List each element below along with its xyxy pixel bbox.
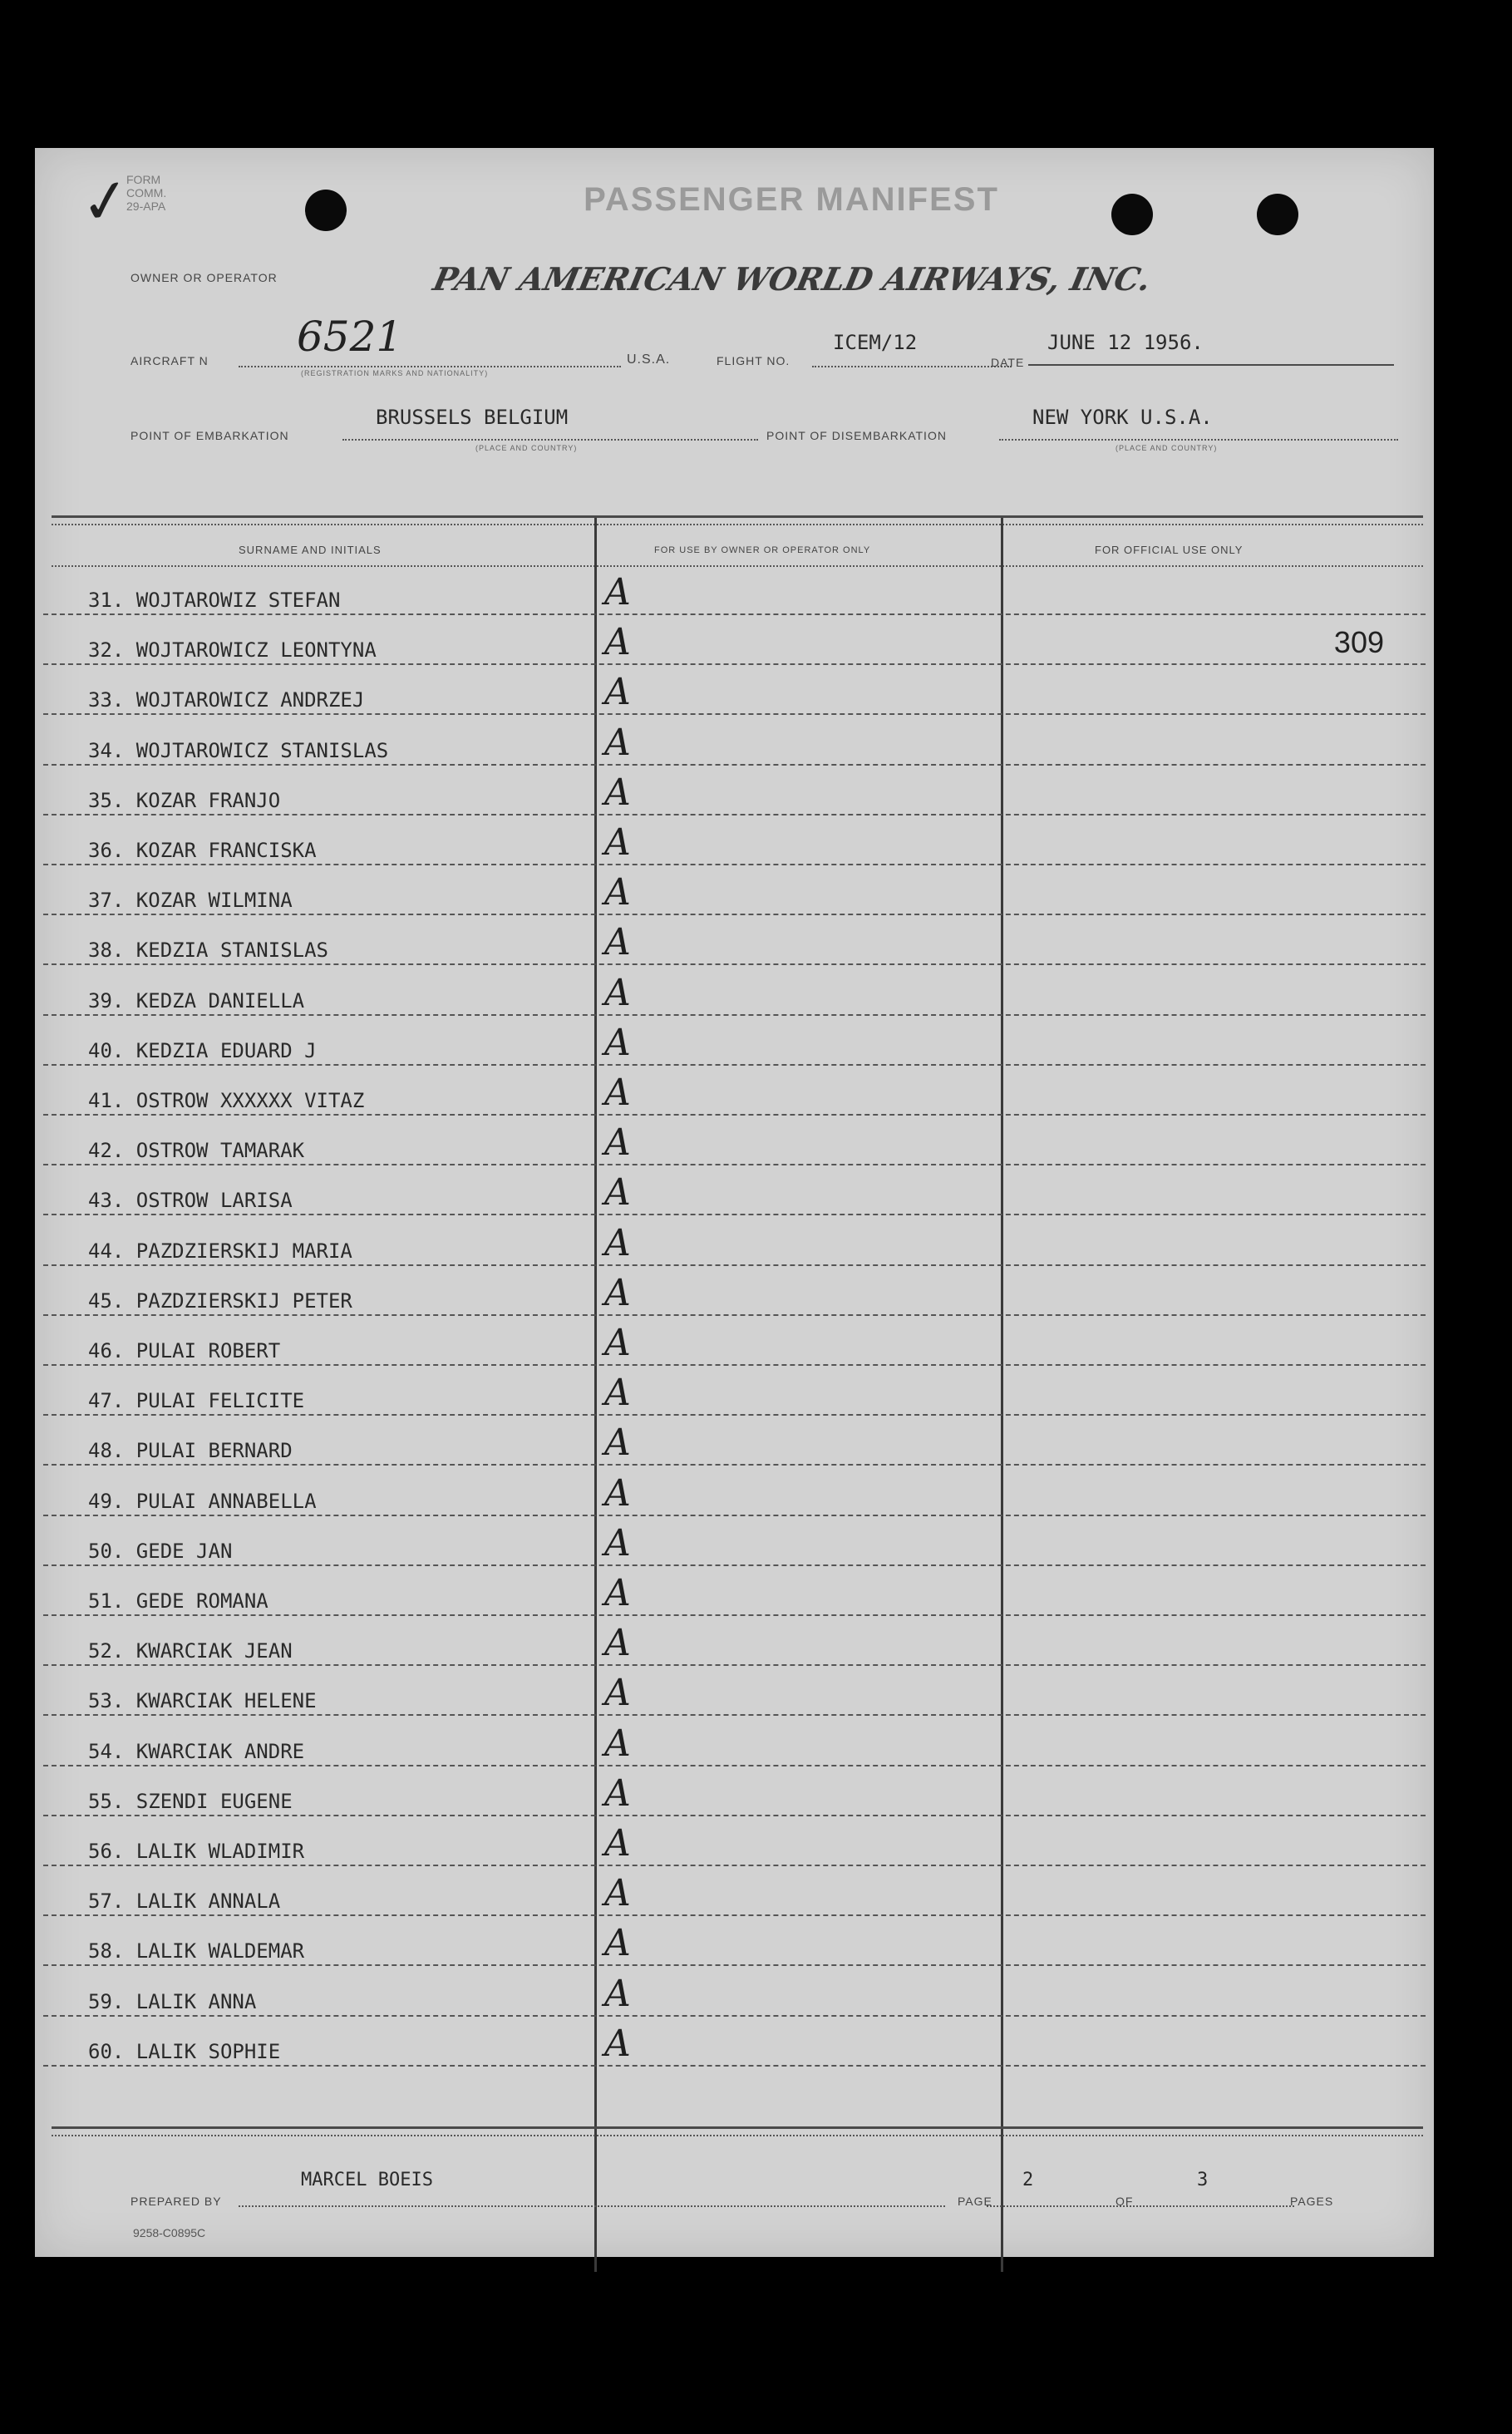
passenger-name: 39. KEDZA DANIELLA xyxy=(88,988,305,1013)
operator-use-mark: A xyxy=(604,1771,631,1815)
table-top-rule xyxy=(52,515,1423,518)
page-underline xyxy=(987,2205,1294,2207)
passenger-name: 55. SZENDI EUGENE xyxy=(88,1789,293,1813)
page-number: 2 xyxy=(1022,2170,1034,2190)
passenger-name: 58. LALIK WALDEMAR xyxy=(88,1939,305,1963)
column-header-official-use: FOR OFFICIAL USE ONLY xyxy=(1095,544,1244,556)
passenger-list xyxy=(35,565,1434,2065)
of-label: OF xyxy=(1116,2195,1134,2208)
table-top-rule-2 xyxy=(52,524,1423,525)
table-row xyxy=(35,1066,1434,1116)
passenger-name: 46. PULAI ROBERT xyxy=(88,1339,281,1362)
passenger-name: 47. PULAI FELICITE xyxy=(88,1389,305,1413)
table-row xyxy=(35,966,1434,1016)
table-row xyxy=(35,1416,1434,1466)
flight-label: FLIGHT NO. xyxy=(717,354,790,367)
passenger-name: 52. KWARCIAK JEAN xyxy=(88,1639,293,1663)
table-row xyxy=(35,716,1434,766)
prepared-by-value: MARCEL BOEIS xyxy=(301,2170,433,2190)
table-row xyxy=(35,1766,1434,1816)
table-row xyxy=(35,1916,1434,1966)
embarkation-underline xyxy=(342,439,758,441)
aircraft-sublabel: (REGISTRATION MARKS AND NATIONALITY) xyxy=(301,369,489,377)
operator-use-mark: A xyxy=(604,1171,631,1215)
operator-use-mark: A xyxy=(604,1221,631,1264)
table-row xyxy=(35,766,1434,815)
passenger-name: 49. PULAI ANNABELLA xyxy=(88,1489,317,1513)
table-row xyxy=(35,1316,1434,1366)
flight-number: ICEM/12 xyxy=(833,331,918,354)
embarkation-label: POINT OF EMBARKATION xyxy=(131,429,289,442)
operator-use-mark: A xyxy=(604,621,631,664)
passenger-name: 41. OSTROW XXXXXX VITAZ xyxy=(88,1089,365,1112)
passenger-name: 57. LALIK ANNALA xyxy=(88,1890,281,1914)
column-header-owner-use: FOR USE BY OWNER OR OPERATOR ONLY xyxy=(654,545,871,555)
column-header-surname: SURNAME AND INITIALS xyxy=(239,544,382,556)
operator-use-mark: A xyxy=(604,1722,631,1765)
operator-use-mark: A xyxy=(604,771,631,814)
page-title: PASSENGER MANIFEST xyxy=(584,181,999,218)
table-row xyxy=(35,1216,1434,1266)
passenger-name: 60. LALIK SOPHIE xyxy=(88,2039,281,2063)
passenger-name: 44. PAZDZIERSKIJ MARIA xyxy=(88,1239,352,1263)
passenger-name: 48. PULAI BERNARD xyxy=(88,1439,293,1463)
passenger-name: 33. WOJTAROWICZ ANDRZEJ xyxy=(88,688,365,712)
table-row xyxy=(35,1666,1434,1716)
table-row xyxy=(35,915,1434,965)
operator-use-mark: A xyxy=(604,1521,631,1564)
operator-use-mark: A xyxy=(604,1471,631,1515)
table-row xyxy=(35,665,1434,715)
operator-use-mark: A xyxy=(604,871,631,914)
operator-use-mark: A xyxy=(604,1622,631,1665)
operator-use-mark: A xyxy=(604,1021,631,1064)
pages-label: PAGES xyxy=(1290,2195,1334,2208)
operator-use-mark: A xyxy=(604,721,631,764)
passenger-name: 50. GEDE JAN xyxy=(88,1539,233,1563)
handwritten-check-mark: ✓ xyxy=(76,163,135,239)
date-label: DATE xyxy=(991,356,1025,369)
passenger-name: 51. GEDE ROMANA xyxy=(88,1589,268,1613)
operator-use-mark: A xyxy=(604,1372,631,1415)
manifest-sheet xyxy=(35,148,1434,2257)
aircraft-label: AIRCRAFT N xyxy=(131,354,209,367)
date-underline xyxy=(1028,364,1394,366)
passenger-name: 37. KOZAR WILMINA xyxy=(88,889,293,913)
passenger-name: 32. WOJTAROWICZ LEONTYNA xyxy=(88,638,377,663)
owner-label: OWNER OR OPERATOR xyxy=(131,271,278,284)
operator-use-mark: A xyxy=(604,1121,631,1165)
page-total: 3 xyxy=(1197,2170,1209,2190)
table-row xyxy=(35,2017,1434,2067)
form-corner-stamp: FORM COMM. 29-APA xyxy=(126,173,167,213)
embarkation-sublabel: (PLACE AND COUNTRY) xyxy=(475,444,578,452)
operator-use-mark: A xyxy=(604,1421,631,1465)
table-row xyxy=(35,1866,1434,1916)
page-label: PAGE xyxy=(958,2195,992,2208)
operator-use-mark: A xyxy=(604,571,631,613)
operator-use-mark: A xyxy=(604,1822,631,1865)
operator-use-mark: A xyxy=(604,1922,631,1965)
table-bottom-rule-2 xyxy=(52,2135,1423,2136)
passenger-name: 42. OSTROW TAMARAK xyxy=(88,1139,305,1163)
aircraft-number: 6521 xyxy=(297,313,403,361)
prepared-by-label: PREPARED BY xyxy=(131,2195,222,2208)
table-row xyxy=(35,1366,1434,1416)
flight-date: JUNE 12 1956. xyxy=(1047,331,1204,354)
embarkation-value: BRUSSELS BELGIUM xyxy=(376,406,569,429)
passenger-name: 40. KEDZIA EDUARD J xyxy=(88,1038,317,1062)
prepared-by-underline xyxy=(239,2205,945,2207)
table-row xyxy=(35,1266,1434,1316)
disembarkation-underline xyxy=(999,439,1398,441)
form-code: 9258-C0895C xyxy=(133,2226,206,2239)
passenger-name: 53. KWARCIAK HELENE xyxy=(88,1689,317,1713)
punch-hole-left xyxy=(305,190,347,231)
table-row xyxy=(35,815,1434,865)
operator-use-mark: A xyxy=(604,1271,631,1314)
passenger-name: 45. PAZDZIERSKIJ PETER xyxy=(88,1288,352,1313)
table-row xyxy=(35,1016,1434,1066)
operator-use-mark: A xyxy=(604,1572,631,1614)
disembarkation-value: NEW YORK U.S.A. xyxy=(1032,406,1213,429)
table-row xyxy=(35,565,1434,615)
table-row xyxy=(35,1616,1434,1666)
operator-use-mark: A xyxy=(604,971,631,1014)
passenger-name: 38. KEDZIA STANISLAS xyxy=(88,939,328,963)
operator-use-mark: A xyxy=(604,921,631,964)
punch-hole-right xyxy=(1257,194,1298,235)
table-row xyxy=(35,1717,1434,1766)
passenger-name: 43. OSTROW LARISA xyxy=(88,1189,293,1213)
operator-use-mark: A xyxy=(604,1972,631,2015)
aircraft-underline xyxy=(239,366,621,367)
operator-name: PAN AMERICAN WORLD AIRWAYS, INC. xyxy=(430,260,1155,298)
table-row xyxy=(35,865,1434,915)
operator-use-mark: A xyxy=(604,671,631,714)
table-bottom-rule xyxy=(52,2126,1423,2129)
official-use-number: 309 xyxy=(1333,625,1384,660)
usa-label: U.S.A. xyxy=(627,352,671,367)
table-row xyxy=(35,1466,1434,1516)
table-row xyxy=(35,1816,1434,1866)
passenger-name: 54. KWARCIAK ANDRE xyxy=(88,1739,305,1763)
passenger-name: 56. LALIK WLADIMIR xyxy=(88,1840,305,1863)
passenger-name: 35. KOZAR FRANJO xyxy=(88,788,281,812)
operator-use-mark: A xyxy=(604,1672,631,1715)
passenger-name: 59. LALIK ANNA xyxy=(88,1989,257,2013)
operator-use-mark: A xyxy=(604,1322,631,1364)
passenger-name: 31. WOJTAROWIZ STEFAN xyxy=(88,589,341,612)
table-row xyxy=(35,1516,1434,1566)
operator-use-mark: A xyxy=(604,1072,631,1114)
punch-hole-middle xyxy=(1111,194,1153,235)
table-row xyxy=(35,1566,1434,1616)
row-rule xyxy=(43,2065,1426,2067)
table-row xyxy=(35,1116,1434,1165)
operator-use-mark: A xyxy=(604,1872,631,1915)
operator-use-mark: A xyxy=(604,821,631,864)
table-row xyxy=(35,1967,1434,2017)
disembarkation-sublabel: (PLACE AND COUNTRY) xyxy=(1116,444,1218,452)
passenger-name: 36. KOZAR FRANCISKA xyxy=(88,839,317,862)
table-row xyxy=(35,1165,1434,1215)
flight-underline xyxy=(812,366,1012,367)
passenger-name: 34. WOJTAROWICZ STANISLAS xyxy=(88,738,389,762)
disembarkation-label: POINT OF DISEMBARKATION xyxy=(766,429,947,442)
table-row xyxy=(35,615,1434,665)
operator-use-mark: A xyxy=(604,2022,631,2065)
